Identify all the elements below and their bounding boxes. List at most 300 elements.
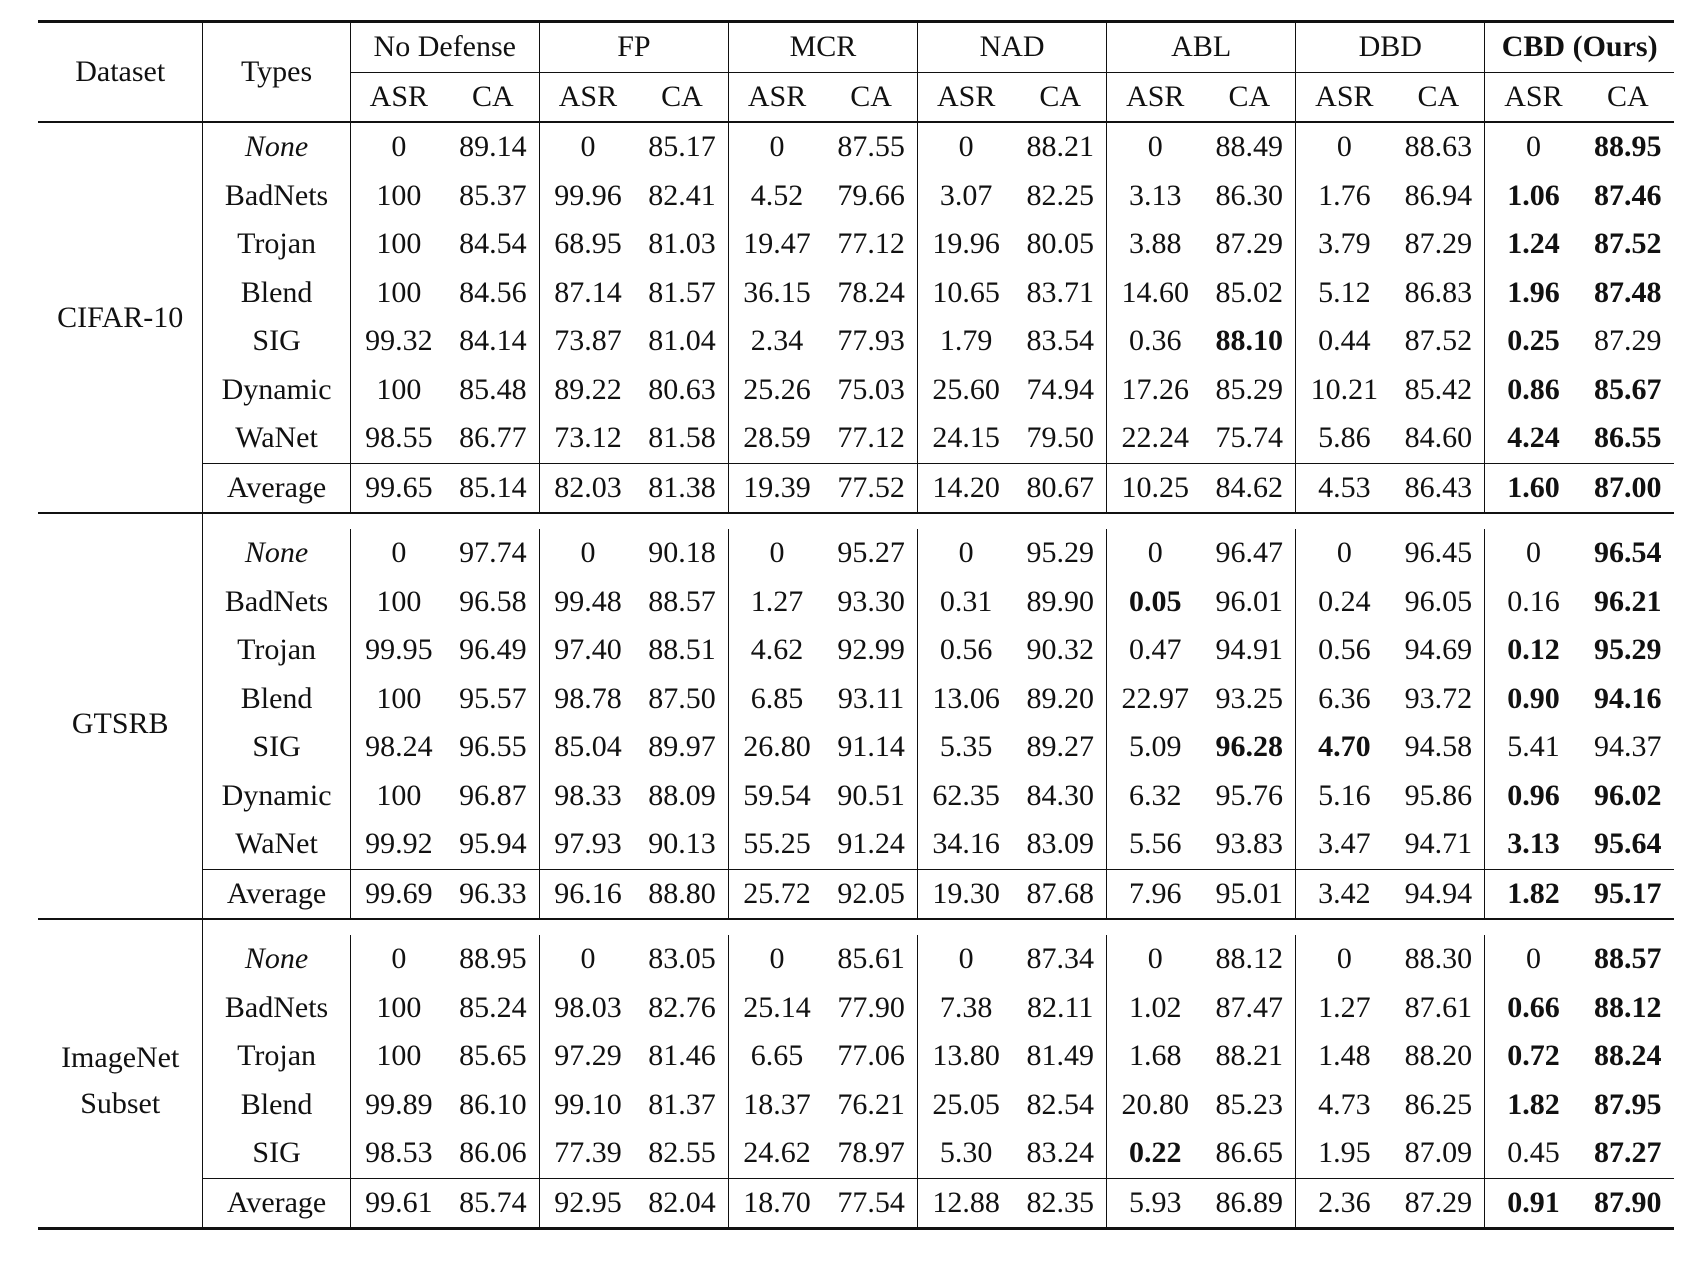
value-ca: 88.12 xyxy=(1594,990,1662,1024)
header-metric-asr: ASR xyxy=(918,72,1015,122)
value-asr: 0 xyxy=(728,122,825,172)
value-ca: 77.52 xyxy=(825,463,917,513)
value-ca: 88.20 xyxy=(1404,1039,1473,1072)
value-asr: 10.65 xyxy=(918,269,1015,318)
value-asr: 5.35 xyxy=(918,723,1015,772)
table-row xyxy=(38,220,1674,269)
value-asr: 0 xyxy=(1485,935,1582,984)
value-ca: 77.12 xyxy=(837,227,905,260)
value-ca: 82.25 xyxy=(1026,178,1094,212)
value-ca: 88.95 xyxy=(459,942,527,975)
header-method-no-defense: No Defense xyxy=(350,22,539,73)
value-asr: 13.80 xyxy=(918,1032,1015,1081)
value-ca: 88.49 xyxy=(1203,122,1295,172)
value-asr: 19.96 xyxy=(918,220,1015,269)
attack-type: SIG xyxy=(203,723,350,772)
value-asr: 10.25 xyxy=(1107,463,1204,513)
value-ca: 84.54 xyxy=(459,227,527,260)
value-ca: 86.30 xyxy=(1215,178,1284,212)
value-ca: 95.29 xyxy=(1026,536,1094,569)
value-ca: 85.65 xyxy=(459,1039,527,1072)
value-asr: 5.09 xyxy=(1107,723,1204,772)
value-asr: 19.47 xyxy=(728,220,825,269)
value-asr: 0.16 xyxy=(1485,578,1582,627)
value-asr: 4.73 xyxy=(1296,1081,1393,1130)
value-ca: 84.62 xyxy=(1203,463,1295,513)
header-types: Types xyxy=(203,22,350,123)
table-row xyxy=(38,723,1674,772)
value-ca: 84.60 xyxy=(1404,421,1473,454)
value-asr: 0.56 xyxy=(1296,626,1393,675)
value-ca: 81.03 xyxy=(648,227,716,260)
table-body xyxy=(38,122,1674,1229)
dataset-name xyxy=(38,529,203,919)
table-row xyxy=(38,626,1674,675)
value-ca: 82.11 xyxy=(1027,990,1094,1024)
value-asr: 100 xyxy=(350,578,447,627)
value-asr: 10.21 xyxy=(1296,366,1393,415)
value-ca: 87.90 xyxy=(1582,1178,1674,1229)
value-ca: 85.14 xyxy=(447,463,539,513)
value-ca: 85.74 xyxy=(447,1178,539,1229)
value-ca: 77.93 xyxy=(837,324,905,357)
value-asr: 13.06 xyxy=(918,675,1015,724)
value-asr: 0 xyxy=(1296,935,1393,984)
value-asr: 62.35 xyxy=(918,772,1015,821)
value-ca: 87.09 xyxy=(1404,1136,1473,1169)
value-asr: 4.62 xyxy=(728,626,825,675)
value-ca: 83.05 xyxy=(648,942,716,975)
header-method-mcr: MCR xyxy=(728,22,917,73)
value-ca: 88.21 xyxy=(1014,122,1106,172)
value-ca: 88.24 xyxy=(1594,1039,1662,1072)
value-asr: 0.05 xyxy=(1107,578,1204,627)
value-asr: 98.24 xyxy=(350,723,447,772)
value-asr: 82.03 xyxy=(539,463,636,513)
value-ca: 93.30 xyxy=(837,584,905,618)
value-asr: 98.33 xyxy=(539,772,636,821)
value-ca: 76.21 xyxy=(837,1087,905,1121)
value-ca: 87.55 xyxy=(825,122,917,172)
value-asr: 5.93 xyxy=(1107,1178,1204,1229)
dataset-name xyxy=(38,935,203,1229)
value-ca: 86.55 xyxy=(1594,421,1662,454)
value-asr: 18.37 xyxy=(728,1081,825,1130)
value-ca: 87.29 xyxy=(1404,227,1473,260)
value-asr: 0.91 xyxy=(1485,1178,1582,1229)
value-asr: 0 xyxy=(1107,529,1204,578)
value-asr: 59.54 xyxy=(728,772,825,821)
table-row xyxy=(38,1032,1674,1081)
value-ca: 87.29 xyxy=(1594,324,1662,357)
value-ca: 86.25 xyxy=(1404,1087,1473,1121)
dataset-name-line: Subset xyxy=(80,1087,161,1120)
attack-type: None xyxy=(203,529,350,578)
value-ca: 88.30 xyxy=(1404,942,1473,975)
value-ca: 78.24 xyxy=(837,275,905,309)
value-asr: 20.80 xyxy=(1107,1081,1204,1130)
value-asr: 100 xyxy=(350,172,447,221)
value-ca: 85.23 xyxy=(1215,1087,1284,1121)
value-asr: 92.95 xyxy=(539,1178,636,1229)
header-metric-asr: ASR xyxy=(1296,72,1393,122)
value-ca: 85.17 xyxy=(636,122,728,172)
value-ca: 82.41 xyxy=(648,178,716,212)
header-metric-asr: ASR xyxy=(728,72,825,122)
value-asr: 97.93 xyxy=(539,820,636,869)
value-ca: 79.66 xyxy=(837,178,905,212)
value-ca: 77.12 xyxy=(837,421,905,454)
value-ca: 87.52 xyxy=(1404,324,1473,357)
value-asr: 98.03 xyxy=(539,984,636,1033)
spacer-cell xyxy=(203,919,1674,935)
value-ca: 87.50 xyxy=(648,681,716,715)
value-asr: 99.10 xyxy=(539,1081,636,1130)
value-ca: 88.95 xyxy=(1582,122,1674,172)
value-asr: 5.12 xyxy=(1296,269,1393,318)
value-asr: 97.40 xyxy=(539,626,636,675)
value-asr: 98.53 xyxy=(350,1129,447,1178)
value-ca: 95.94 xyxy=(459,827,527,860)
value-asr: 7.38 xyxy=(918,984,1015,1033)
spacer-cell xyxy=(38,513,203,529)
value-ca: 90.32 xyxy=(1026,633,1094,666)
value-ca: 81.49 xyxy=(1026,1039,1094,1072)
value-asr: 0 xyxy=(539,529,636,578)
value-ca: 90.13 xyxy=(648,827,716,860)
table-row xyxy=(38,317,1674,366)
value-ca: 86.10 xyxy=(459,1087,527,1121)
value-ca: 85.67 xyxy=(1594,372,1662,406)
value-ca: 88.57 xyxy=(1594,942,1662,975)
value-asr: 55.25 xyxy=(728,820,825,869)
group-spacer xyxy=(38,919,1674,935)
value-asr: 3.13 xyxy=(1107,172,1204,221)
value-ca: 84.14 xyxy=(459,324,527,357)
value-asr: 1.27 xyxy=(728,578,825,627)
value-asr: 99.65 xyxy=(350,463,447,513)
value-asr: 1.82 xyxy=(1485,869,1582,919)
value-ca: 88.10 xyxy=(1215,324,1284,357)
value-asr: 0.72 xyxy=(1485,1032,1582,1081)
value-asr: 68.95 xyxy=(539,220,636,269)
value-ca: 87.00 xyxy=(1582,463,1674,513)
header-metric-asr: ASR xyxy=(350,72,447,122)
dataset-name-line: GTSRB xyxy=(71,706,169,740)
value-ca: 93.25 xyxy=(1215,681,1284,715)
value-asr: 19.39 xyxy=(728,463,825,513)
table-row xyxy=(38,366,1674,415)
value-asr: 99.89 xyxy=(350,1081,447,1130)
value-ca: 86.77 xyxy=(459,421,527,454)
value-ca: 84.30 xyxy=(1026,778,1094,812)
table-row xyxy=(38,578,1674,627)
value-ca: 93.11 xyxy=(837,681,905,715)
value-ca: 80.63 xyxy=(648,372,716,406)
value-ca: 83.71 xyxy=(1026,275,1094,309)
value-asr: 0 xyxy=(350,529,447,578)
value-asr: 97.29 xyxy=(539,1032,636,1081)
value-asr: 5.41 xyxy=(1485,723,1582,772)
value-ca: 86.83 xyxy=(1404,275,1473,309)
value-ca: 81.38 xyxy=(636,463,728,513)
value-asr: 4.52 xyxy=(728,172,825,221)
value-ca: 94.71 xyxy=(1404,827,1473,860)
value-ca: 87.29 xyxy=(1215,227,1284,260)
value-ca: 95.01 xyxy=(1203,869,1295,919)
value-ca: 80.05 xyxy=(1026,227,1094,260)
table-row xyxy=(38,820,1674,869)
value-ca: 91.24 xyxy=(837,827,905,860)
attack-type: SIG xyxy=(203,1129,350,1178)
value-ca: 88.63 xyxy=(1392,122,1484,172)
attack-type: WaNet xyxy=(203,414,350,463)
value-ca: 85.48 xyxy=(459,372,527,406)
value-ca: 87.47 xyxy=(1215,990,1284,1024)
value-ca: 92.99 xyxy=(837,633,905,666)
attack-type: Blend xyxy=(203,269,350,318)
value-ca: 95.27 xyxy=(837,536,905,569)
value-asr: 0.36 xyxy=(1107,317,1204,366)
value-ca: 88.21 xyxy=(1215,1039,1284,1072)
value-asr: 25.05 xyxy=(918,1081,1015,1130)
value-ca: 96.33 xyxy=(447,869,539,919)
value-ca: 88.09 xyxy=(648,778,716,812)
value-ca: 96.28 xyxy=(1215,730,1284,763)
value-asr: 1.68 xyxy=(1107,1032,1204,1081)
group-spacer xyxy=(38,513,1674,529)
value-asr: 4.53 xyxy=(1296,463,1393,513)
value-ca: 94.16 xyxy=(1594,681,1662,715)
value-asr: 0.56 xyxy=(918,626,1015,675)
results-table xyxy=(38,20,1674,1230)
value-asr: 100 xyxy=(350,984,447,1033)
average-label: Average xyxy=(203,869,350,919)
header-dataset: Dataset xyxy=(38,22,203,123)
value-ca: 82.04 xyxy=(636,1178,728,1229)
attack-type: Blend xyxy=(203,675,350,724)
table-row xyxy=(38,1129,1674,1178)
value-asr: 100 xyxy=(350,675,447,724)
value-asr: 0 xyxy=(728,529,825,578)
header-method-fp: FP xyxy=(539,22,728,73)
value-asr: 22.24 xyxy=(1107,414,1204,463)
value-ca: 84.56 xyxy=(459,275,527,309)
value-ca: 82.55 xyxy=(648,1136,716,1169)
value-ca: 75.74 xyxy=(1215,421,1284,454)
value-asr: 28.59 xyxy=(728,414,825,463)
value-ca: 85.37 xyxy=(459,178,527,212)
value-asr: 0.22 xyxy=(1107,1129,1204,1178)
value-ca: 86.06 xyxy=(459,1136,527,1169)
value-ca: 96.87 xyxy=(459,778,527,812)
value-asr: 5.56 xyxy=(1107,820,1204,869)
value-ca: 97.74 xyxy=(459,536,527,569)
value-ca: 85.29 xyxy=(1215,372,1284,406)
value-asr: 24.15 xyxy=(918,414,1015,463)
value-ca: 96.47 xyxy=(1215,536,1284,569)
header-metric-ca: CA xyxy=(1392,72,1484,122)
attack-type: BadNets xyxy=(203,984,350,1033)
dataset-name-line: CIFAR-10 xyxy=(57,300,184,334)
value-asr: 14.20 xyxy=(918,463,1015,513)
value-ca: 86.43 xyxy=(1392,463,1484,513)
header-metric-ca: CA xyxy=(825,72,917,122)
value-asr: 3.13 xyxy=(1485,820,1582,869)
value-asr: 18.70 xyxy=(728,1178,825,1229)
value-asr: 100 xyxy=(350,772,447,821)
header-metric-ca: CA xyxy=(1582,72,1674,122)
value-asr: 5.16 xyxy=(1296,772,1393,821)
value-ca: 82.76 xyxy=(648,990,716,1024)
value-asr: 26.80 xyxy=(728,723,825,772)
value-asr: 24.62 xyxy=(728,1129,825,1178)
header-method-abl: ABL xyxy=(1107,22,1296,73)
attack-type: Dynamic xyxy=(203,366,350,415)
value-ca: 92.05 xyxy=(825,869,917,919)
value-ca: 93.72 xyxy=(1404,681,1473,715)
value-asr: 0.47 xyxy=(1107,626,1204,675)
header-row-methods xyxy=(38,22,1674,73)
table-row xyxy=(38,414,1674,463)
value-ca: 94.94 xyxy=(1392,869,1484,919)
header-method-dbd: DBD xyxy=(1296,22,1485,73)
value-ca: 88.51 xyxy=(648,633,716,666)
value-asr: 1.60 xyxy=(1485,463,1582,513)
value-asr: 1.02 xyxy=(1107,984,1204,1033)
average-label: Average xyxy=(203,463,350,513)
value-ca: 77.90 xyxy=(837,990,905,1024)
table-row xyxy=(38,772,1674,821)
value-asr: 0 xyxy=(1296,122,1393,172)
value-ca: 96.21 xyxy=(1594,584,1662,618)
value-asr: 6.32 xyxy=(1107,772,1204,821)
value-asr: 2.34 xyxy=(728,317,825,366)
value-asr: 5.30 xyxy=(918,1129,1015,1178)
value-ca: 96.01 xyxy=(1215,584,1284,618)
value-ca: 83.09 xyxy=(1026,827,1094,860)
table-row xyxy=(38,935,1674,984)
table-row xyxy=(38,269,1674,318)
value-asr: 3.07 xyxy=(918,172,1015,221)
value-asr: 85.04 xyxy=(539,723,636,772)
value-asr: 99.69 xyxy=(350,869,447,919)
value-asr: 98.55 xyxy=(350,414,447,463)
value-asr: 17.26 xyxy=(1107,366,1204,415)
attack-type: Trojan xyxy=(203,626,350,675)
table-row xyxy=(38,984,1674,1033)
value-ca: 96.58 xyxy=(459,584,527,618)
value-asr: 0.44 xyxy=(1296,317,1393,366)
value-ca: 91.14 xyxy=(837,730,905,763)
value-asr: 0.90 xyxy=(1485,675,1582,724)
value-asr: 2.36 xyxy=(1296,1178,1393,1229)
value-asr: 0 xyxy=(539,935,636,984)
value-ca: 95.64 xyxy=(1594,827,1662,860)
value-asr: 99.61 xyxy=(350,1178,447,1229)
value-asr: 25.72 xyxy=(728,869,825,919)
value-asr: 0 xyxy=(1296,529,1393,578)
value-ca: 94.37 xyxy=(1594,730,1662,763)
value-asr: 1.27 xyxy=(1296,984,1393,1033)
table-row xyxy=(38,1081,1674,1130)
value-asr: 12.88 xyxy=(918,1178,1015,1229)
value-ca: 79.50 xyxy=(1026,421,1094,454)
value-asr: 6.85 xyxy=(728,675,825,724)
value-ca: 87.68 xyxy=(1014,869,1106,919)
value-ca: 95.29 xyxy=(1594,633,1662,666)
value-asr: 100 xyxy=(350,1032,447,1081)
attack-type: None xyxy=(203,935,350,984)
average-row xyxy=(38,1178,1674,1229)
value-ca: 88.57 xyxy=(648,584,716,618)
value-ca: 87.52 xyxy=(1594,227,1662,260)
value-ca: 90.18 xyxy=(648,536,716,569)
value-asr: 0.31 xyxy=(918,578,1015,627)
attack-type: Trojan xyxy=(203,220,350,269)
spacer-cell xyxy=(203,513,1674,529)
value-asr: 0 xyxy=(350,935,447,984)
value-asr: 1.82 xyxy=(1485,1081,1582,1130)
value-asr: 0 xyxy=(1107,935,1204,984)
attack-type: BadNets xyxy=(203,172,350,221)
value-ca: 85.42 xyxy=(1404,372,1473,406)
value-ca: 87.46 xyxy=(1594,178,1662,212)
average-label: Average xyxy=(203,1178,350,1229)
value-ca: 88.12 xyxy=(1215,942,1284,975)
value-ca: 86.89 xyxy=(1203,1178,1295,1229)
value-ca: 90.51 xyxy=(837,778,905,812)
value-ca: 81.04 xyxy=(648,324,716,357)
value-asr: 6.36 xyxy=(1296,675,1393,724)
value-asr: 98.78 xyxy=(539,675,636,724)
value-ca: 80.67 xyxy=(1014,463,1106,513)
value-ca: 74.94 xyxy=(1026,372,1094,406)
table-row xyxy=(38,172,1674,221)
value-ca: 86.65 xyxy=(1215,1136,1284,1169)
header-metric-asr: ASR xyxy=(539,72,636,122)
value-asr: 99.32 xyxy=(350,317,447,366)
value-asr: 1.48 xyxy=(1296,1032,1393,1081)
header-metric-ca: CA xyxy=(447,72,539,122)
value-asr: 0 xyxy=(918,122,1015,172)
value-ca: 87.61 xyxy=(1404,990,1473,1024)
table-row xyxy=(38,122,1674,172)
value-ca: 83.24 xyxy=(1026,1136,1094,1169)
value-asr: 99.95 xyxy=(350,626,447,675)
header-method-nad: NAD xyxy=(918,22,1107,73)
value-asr: 6.65 xyxy=(728,1032,825,1081)
value-asr: 3.47 xyxy=(1296,820,1393,869)
value-ca: 95.86 xyxy=(1404,778,1473,812)
attack-type: Dynamic xyxy=(203,772,350,821)
value-ca: 89.14 xyxy=(447,122,539,172)
value-ca: 96.45 xyxy=(1404,536,1473,569)
value-ca: 95.17 xyxy=(1582,869,1674,919)
value-ca: 81.58 xyxy=(648,421,716,454)
value-asr: 7.96 xyxy=(1107,869,1204,919)
value-asr: 100 xyxy=(350,220,447,269)
value-ca: 81.37 xyxy=(648,1087,716,1121)
value-asr: 14.60 xyxy=(1107,269,1204,318)
value-ca: 87.29 xyxy=(1392,1178,1484,1229)
value-ca: 89.20 xyxy=(1026,681,1094,715)
value-asr: 0.96 xyxy=(1485,772,1582,821)
value-ca: 87.34 xyxy=(1026,942,1094,975)
value-ca: 96.54 xyxy=(1594,536,1662,569)
attack-type: Trojan xyxy=(203,1032,350,1081)
value-ca: 82.54 xyxy=(1026,1087,1094,1121)
